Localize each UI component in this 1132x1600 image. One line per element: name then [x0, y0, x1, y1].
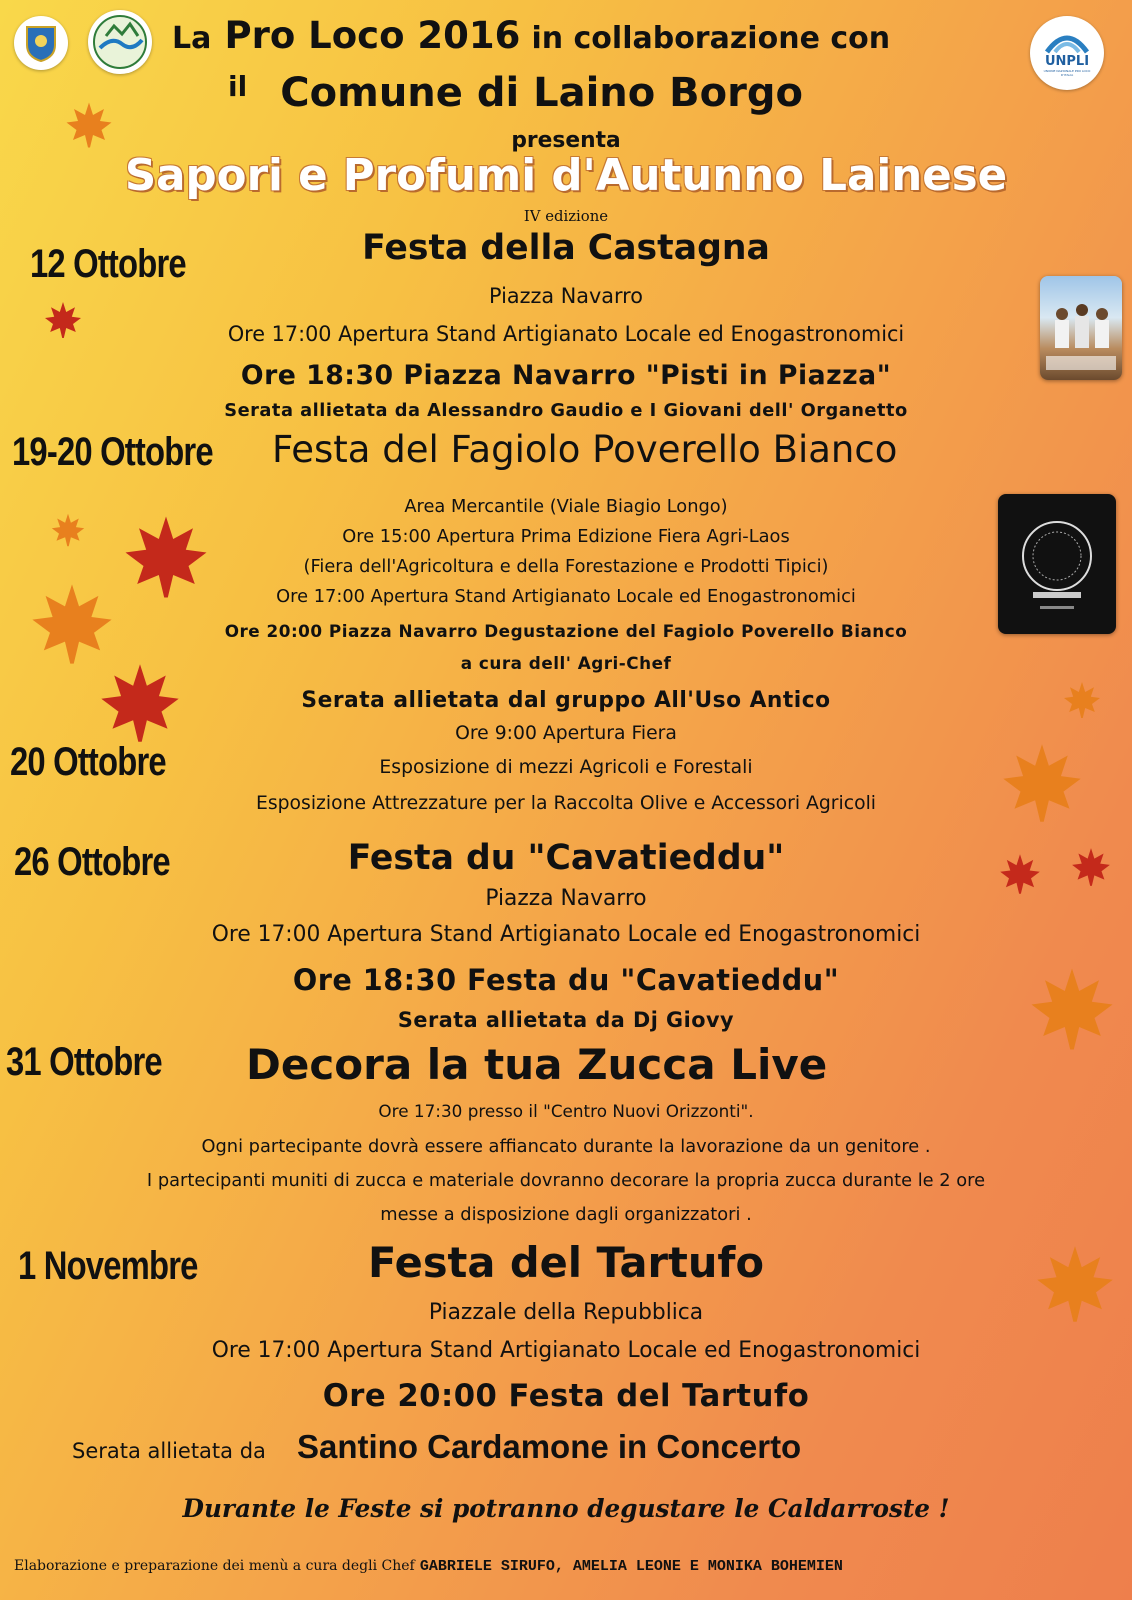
header-line-2: [228, 70, 803, 116]
organetto-group-photo: [1040, 276, 1122, 380]
header-collab: in collaborazione con: [531, 21, 891, 56]
event2-line1: Area Mercantile (Viale Biagio Longo): [404, 496, 728, 517]
event1-place: Piazza Navarro: [489, 284, 643, 308]
maple-leaf-icon: [60, 100, 118, 150]
unpli-label: UNPLI: [1044, 53, 1090, 69]
event4-line2: Ore 18:30 Festa du "Cavatieddu": [292, 963, 840, 997]
event3-line1: Ore 9:00 Apertura Fiera: [455, 722, 677, 744]
event3-line2: Esposizione di mezzi Agricoli e Forestali: [379, 756, 753, 778]
uso-antico-album-cover: [998, 494, 1116, 634]
event5-line4: messe a disposizione dagli organizzatori .: [380, 1204, 752, 1225]
maple-leaf-icon: [24, 580, 120, 668]
header-presenta: presenta: [511, 128, 621, 153]
caldarroste-note: Durante le Feste si potranno degustare le Caldarroste !: [182, 1494, 950, 1523]
event4-line3: Serata allietata da Dj Giovy: [397, 1008, 735, 1032]
event5-line1: Ore 17:30 presso il "Centro Nuovi Orizzonti".: [378, 1102, 754, 1122]
event1-line2: Ore 18:30 Piazza Navarro "Pisti in Piazza": [240, 360, 892, 391]
event5-date: 31 Ottobre: [6, 1040, 162, 1084]
maple-leaf-icon: [48, 512, 88, 548]
event6-name: Festa del Tartufo: [367, 1238, 765, 1287]
event2-name: Festa del Fagiolo Poverello Bianco: [272, 428, 898, 471]
maple-leaf-icon: [1062, 680, 1102, 720]
event4-date: 26 Ottobre: [14, 840, 170, 884]
event6-line2: Ore 20:00 Festa del Tartufo: [322, 1378, 810, 1414]
event1-line3: Serata allietata da Alessandro Gaudio e I Giovani dell' Organetto: [224, 400, 908, 421]
maple-leaf-icon: [1030, 1242, 1120, 1326]
credits: [14, 1555, 843, 1575]
maple-leaf-icon: [994, 740, 1090, 826]
unpli-sublabel: UNIONE NAZIONALE PRO LOCO D'ITALIA: [1043, 68, 1091, 77]
event2-line6: a cura dell' Agri-Chef: [460, 654, 672, 674]
maple-leaf-icon: [1024, 964, 1120, 1054]
unpli-logo: [1030, 16, 1104, 90]
festival-title: Sapori e Profumi d'Autunno Lainese: [124, 150, 1008, 201]
event6-line3-pre: Serata allietata da: [72, 1439, 266, 1463]
event5-line3: I partecipanti muniti di zucca e materiale dovranno decorare la propria zucca durante le 2 ore: [146, 1170, 986, 1191]
event4-place: Piazza Navarro: [485, 886, 647, 911]
event2-line2: Ore 15:00 Apertura Prima Edizione Fiera Agri-Laos: [342, 526, 790, 547]
event2-line7: Serata allietata dal gruppo All'Uso Antico: [301, 688, 831, 713]
event6-place: Piazzale della Repubblica: [428, 1300, 704, 1325]
event4-line1: Ore 17:00 Apertura Stand Artigianato Locale ed Enogastronomici: [211, 922, 921, 947]
festival-edition: IV edizione: [523, 207, 609, 225]
credits-names: GABRIELE SIRUFO, AMELIA LEONE E MONIKA BOHEMIEN: [419, 1558, 843, 1575]
event1-line1: Ore 17:00 Apertura Stand Artigianato Locale ed Enogastronomici: [227, 322, 905, 346]
event5-name: Decora la tua Zucca Live: [246, 1040, 828, 1089]
header-comune: Comune di Laino Borgo: [280, 70, 803, 116]
header-il: il: [228, 70, 248, 103]
event3-line3: Esposizione Attrezzature per la Raccolta Olive e Accessori Agricoli: [255, 792, 877, 814]
maple-leaf-icon: [116, 512, 216, 602]
event2-line4: Ore 17:00 Apertura Stand Artigianato Locale ed Enogastronomici: [276, 586, 856, 607]
maple-leaf-icon: [996, 852, 1044, 896]
header-la: La: [172, 21, 212, 56]
header-line-1: [172, 14, 890, 57]
maple-leaf-icon: [1068, 846, 1114, 888]
event6-line1: Ore 17:00 Apertura Stand Artigianato Locale ed Enogastronomici: [211, 1338, 921, 1363]
event4-name: Festa du "Cavatieddu": [347, 838, 785, 878]
maple-leaf-icon: [40, 300, 86, 340]
pro-loco-logo: [88, 10, 152, 74]
event1-name: Festa della Castagna: [362, 228, 770, 268]
event6-performer: Santino Cardamone in Concerto: [297, 1428, 802, 1465]
maple-leaf-icon: [92, 660, 188, 746]
event1-date: 12 Ottobre: [30, 242, 186, 286]
credits-text: Elaborazione e preparazione dei menù a cura degli Chef: [14, 1558, 415, 1574]
event6-line3: [72, 1428, 801, 1466]
comune-crest-logo: [14, 16, 68, 70]
event5-line2: Ogni partecipante dovrà essere affiancato durante la lavorazione da un genitore .: [201, 1136, 931, 1157]
event6-date: 1 Novembre: [18, 1244, 198, 1288]
event2-line3: (Fiera dell'Agricoltura e della Forestazione e Prodotti Tipici): [303, 556, 829, 577]
event2-date: 19-20 Ottobre: [12, 430, 213, 474]
event2-line5: Ore 20:00 Piazza Navarro Degustazione del Fagiolo Poverello Bianco: [224, 622, 908, 642]
event3-date: 20 Ottobre: [10, 740, 166, 784]
header-pro-loco: Pro Loco 2016: [224, 14, 521, 57]
